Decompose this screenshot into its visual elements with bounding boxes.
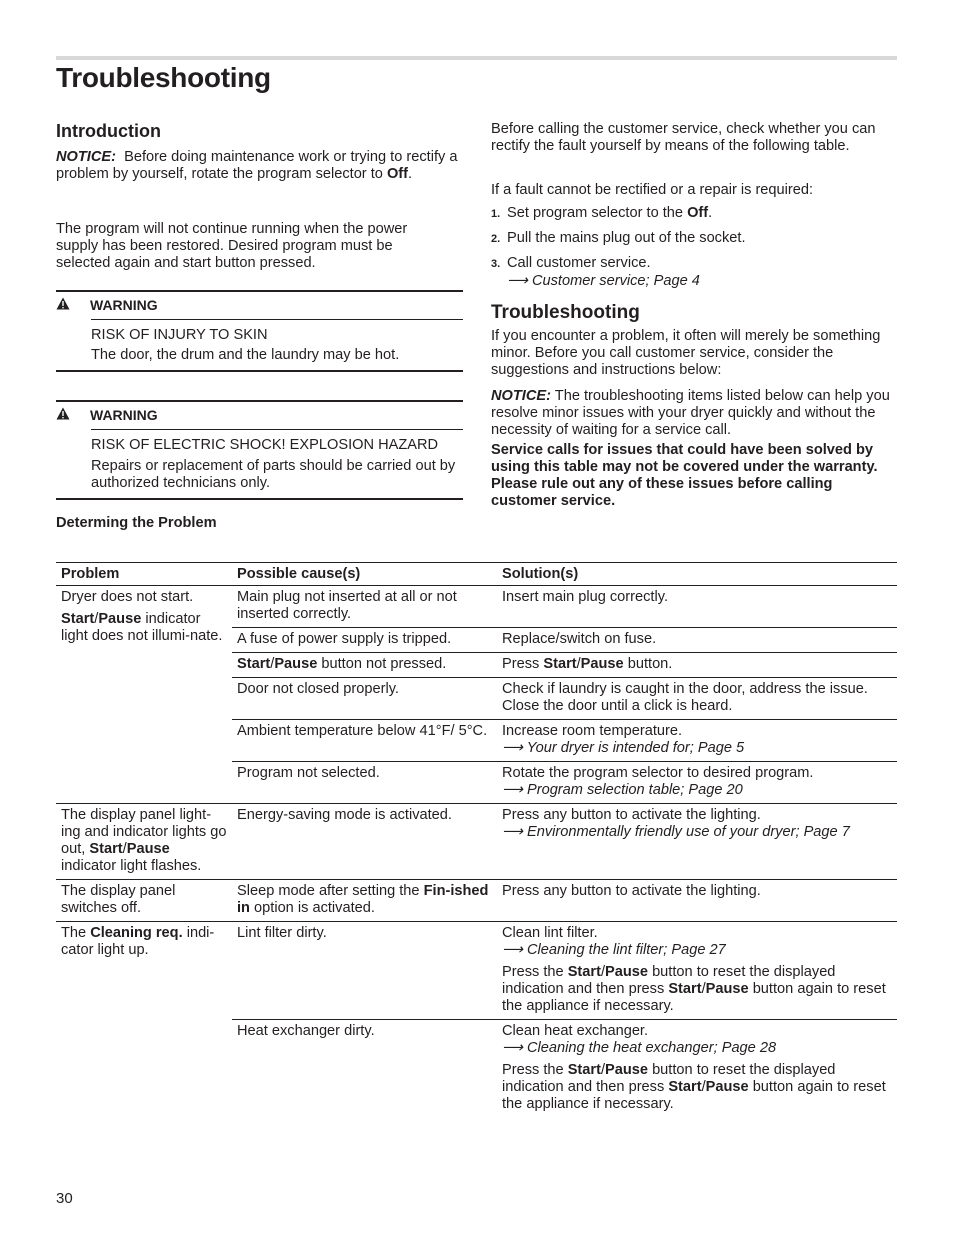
solution-text: Increase room temperature.: [502, 723, 683, 739]
reset-instruction: [502, 1062, 892, 1113]
right-notice: [491, 388, 897, 439]
cause-text: button not pressed.: [317, 656, 447, 672]
step-number: 2.: [491, 233, 501, 245]
step-text: Set program selector to the: [507, 205, 688, 221]
warning-label: WARNING: [90, 297, 158, 313]
notice-text: The troubleshooting items listed below can help you resolve minor issues with your dryer quickly and without the necessity of waiting for a service call.: [491, 388, 890, 438]
page-number: 30: [56, 1190, 73, 1207]
solution-cell: [497, 720, 897, 762]
solution-text: Press any button to activate the lighting.: [502, 807, 761, 823]
warning-label: WARNING: [90, 407, 158, 423]
notice-off: Off: [386, 166, 409, 182]
problem-text: The: [61, 925, 91, 941]
table-row: [56, 922, 897, 1020]
solution-text: Press: [502, 656, 544, 672]
notice-label: NOTICE:: [56, 149, 116, 165]
problem-text: indicator light does not illumi-nate.: [61, 611, 223, 644]
solution-cell: [497, 922, 897, 1020]
warning-body: [91, 437, 463, 492]
arrow-right-icon: ⟶: [502, 740, 523, 756]
warning-risk: RISK OF INJURY TO SKIN: [91, 327, 268, 343]
notice-label: NOTICE:: [491, 388, 551, 404]
table-header-row: [56, 563, 897, 586]
reference-text: Customer service; Page 4: [531, 273, 700, 289]
step-text: Call customer service.: [507, 255, 651, 271]
slash: /: [600, 964, 606, 980]
solution-cell: Press any button to activate the lighting.: [497, 880, 897, 922]
cause-cell: Lint filter dirty.: [232, 922, 497, 1020]
determining-heading: Determing the Problem: [56, 515, 217, 531]
header-solutions: Solution(s): [497, 563, 897, 586]
reference-text: Program selection table; Page 20: [526, 782, 743, 798]
step-text: Pull the mains plug out of the socket.: [507, 230, 746, 246]
problem-cell: [56, 922, 232, 1118]
reset-instruction: [502, 964, 892, 1015]
slash: /: [701, 1079, 706, 1095]
solution-text: Rotate the program selector to desired program.: [502, 765, 814, 781]
warning-text: Repairs or replacement of parts should be carried out by authorized technicians only.: [91, 458, 456, 491]
start-label: Start: [89, 841, 123, 857]
warning-divider: [91, 429, 463, 430]
reset-text: button to reset the displayed indication and then press: [502, 1062, 836, 1095]
solution-reference[interactable]: [502, 1040, 892, 1057]
troubleshooting-table: [56, 562, 897, 1117]
step-number: 3.: [491, 258, 501, 270]
problem-text: Dryer does not start.: [61, 589, 194, 605]
warning-box-shock: [56, 400, 463, 500]
reset-text: button to reset the displayed indication and then press: [502, 964, 836, 997]
right-para-2: If a fault cannot be rectified or a repair is required:: [491, 182, 814, 198]
table-row: [56, 880, 897, 922]
solution-text: button.: [623, 656, 673, 672]
solution-cell: [497, 762, 897, 804]
cause-cell: [232, 880, 497, 922]
start-label: Start: [567, 1062, 601, 1078]
warning-triangle-icon: [56, 297, 72, 313]
table-row: [56, 586, 897, 628]
cause-cell: Ambient temperature below 41°F/ 5°C.: [232, 720, 497, 762]
step-1: [491, 205, 896, 223]
solution-text: Clean lint filter.: [502, 925, 598, 941]
slash: /: [600, 1062, 606, 1078]
finished-in-label: Fin-ished in: [237, 883, 489, 916]
slash: /: [94, 611, 99, 627]
pause-label: Pause: [126, 841, 170, 857]
notice-period: .: [408, 166, 413, 182]
arrow-right-icon: ⟶: [502, 782, 523, 798]
pause-label: Pause: [605, 964, 649, 980]
pause-label: Pause: [274, 656, 318, 672]
page-title: Troubleshooting: [56, 62, 271, 93]
right-para-3: If you encounter a problem, it often will merely be something minor. Before you call customer service, consider the suggestions and instructions below:: [491, 328, 881, 378]
warning-body: [91, 327, 463, 364]
intro-notice: [56, 149, 464, 183]
start-label: Start: [543, 656, 577, 672]
reference-text: Cleaning the lint filter; Page 27: [526, 942, 726, 958]
reference-text: Your dryer is intended for; Page 5: [526, 740, 745, 756]
reference-text: Cleaning the heat exchanger; Page 28: [526, 1040, 777, 1056]
pause-label: Pause: [705, 1079, 749, 1095]
cleaning-req-label: Cleaning req.: [90, 925, 183, 941]
problem-cell: [56, 804, 232, 880]
solution-cell: [497, 804, 897, 880]
cause-cell: Program not selected.: [232, 762, 497, 804]
arrow-right-icon: ⟶: [502, 1040, 523, 1056]
step-number: 1.: [491, 208, 501, 220]
step-3-reference[interactable]: [491, 273, 896, 290]
solution-cell: [497, 653, 897, 678]
top-rule: [56, 56, 897, 60]
cause-text: Sleep mode after setting the: [237, 883, 424, 899]
warning-risk: RISK OF ELECTRIC SHOCK! EXPLOSION HAZARD: [91, 437, 439, 453]
solution-reference[interactable]: [502, 942, 892, 959]
step-text-end: .: [708, 205, 713, 221]
reset-text: Press the: [502, 1062, 568, 1078]
start-label: Start: [237, 656, 271, 672]
warning-header: [56, 297, 158, 313]
introduction-heading: Introduction: [56, 121, 161, 141]
start-label: Start: [567, 964, 601, 980]
cause-cell: Main plug not inserted at all or not inserted correctly.: [232, 586, 497, 628]
header-problem: Problem: [56, 563, 232, 586]
step-2: [491, 230, 896, 248]
cause-cell: [232, 653, 497, 678]
start-label: Start: [668, 981, 702, 997]
reset-text: Press the: [502, 964, 568, 980]
table-row: [56, 804, 897, 880]
pause-label: Pause: [580, 656, 624, 672]
slash: /: [270, 656, 275, 672]
right-para-1: Before calling the customer service, check whether you can rectify the fault yourself by means of the following table.: [491, 121, 876, 154]
arrow-right-icon: ⟶: [502, 824, 523, 840]
problem-text: indicator light flashes.: [61, 858, 202, 874]
slash: /: [576, 656, 581, 672]
pause-label: Pause: [98, 611, 142, 627]
solution-reference[interactable]: [502, 824, 892, 841]
slash: /: [701, 981, 706, 997]
solution-text: Clean heat exchanger.: [502, 1023, 649, 1039]
solution-reference[interactable]: [502, 740, 892, 757]
reset-text: button again to reset the appliance if necessary.: [502, 1079, 886, 1112]
start-label: Start: [61, 611, 95, 627]
notice-text: Before doing maintenance work or trying to rectify a problem by yourself, rotate the program selector to: [56, 149, 458, 182]
cause-cell: Door not closed properly.: [232, 678, 497, 720]
warning-divider: [91, 319, 463, 320]
problem-cell: [56, 586, 232, 804]
solution-reference[interactable]: [502, 782, 892, 799]
cause-cell: A fuse of power supply is tripped.: [232, 628, 497, 653]
reset-text: button again to reset the appliance if necessary.: [502, 981, 886, 1014]
problem-cell: The display panel switches off.: [56, 880, 232, 922]
problem-text: indi-cator light up.: [61, 925, 215, 958]
warning-header: [56, 407, 158, 423]
header-causes: Possible cause(s): [232, 563, 497, 586]
steps-list: [491, 205, 896, 290]
pause-label: Pause: [705, 981, 749, 997]
warning-box-skin: [56, 290, 463, 372]
pause-label: Pause: [605, 1062, 649, 1078]
step-bold: Off: [687, 205, 709, 221]
arrow-right-icon: ⟶: [507, 273, 528, 289]
solution-cell: [497, 1020, 897, 1118]
cause-cell: Energy-saving mode is activated.: [232, 804, 497, 880]
slash: /: [122, 841, 127, 857]
reference-text: Environmentally friendly use of your dryer; Page 7: [526, 824, 850, 840]
troubleshooting-heading: Troubleshooting: [491, 302, 640, 323]
warning-text: The door, the drum and the laundry may be hot.: [91, 347, 400, 363]
problem-text: The display panel light-ing and indicator lights go out,: [61, 807, 227, 857]
warning-triangle-icon: [56, 407, 72, 423]
arrow-right-icon: ⟶: [502, 942, 523, 958]
step-3: [491, 255, 896, 273]
solution-cell: Insert main plug correctly.: [497, 586, 897, 628]
intro-paragraph: The program will not continue running when the power supply has been restored. Desired program must be selected again and start button pressed.: [56, 221, 408, 271]
cause-cell: Heat exchanger dirty.: [237, 1023, 375, 1039]
solution-cell: Replace/switch on fuse.: [497, 628, 897, 653]
start-label: Start: [668, 1079, 702, 1095]
cause-text: option is activated.: [249, 900, 375, 916]
solution-cell: Check if laundry is caught in the door, address the issue. Close the door until a click is heard.: [497, 678, 897, 720]
service-warning: Service calls for issues that could have been solved by using this table may not be covered under the warranty. Please rule out any of these issues before calling customer service.: [491, 442, 878, 509]
